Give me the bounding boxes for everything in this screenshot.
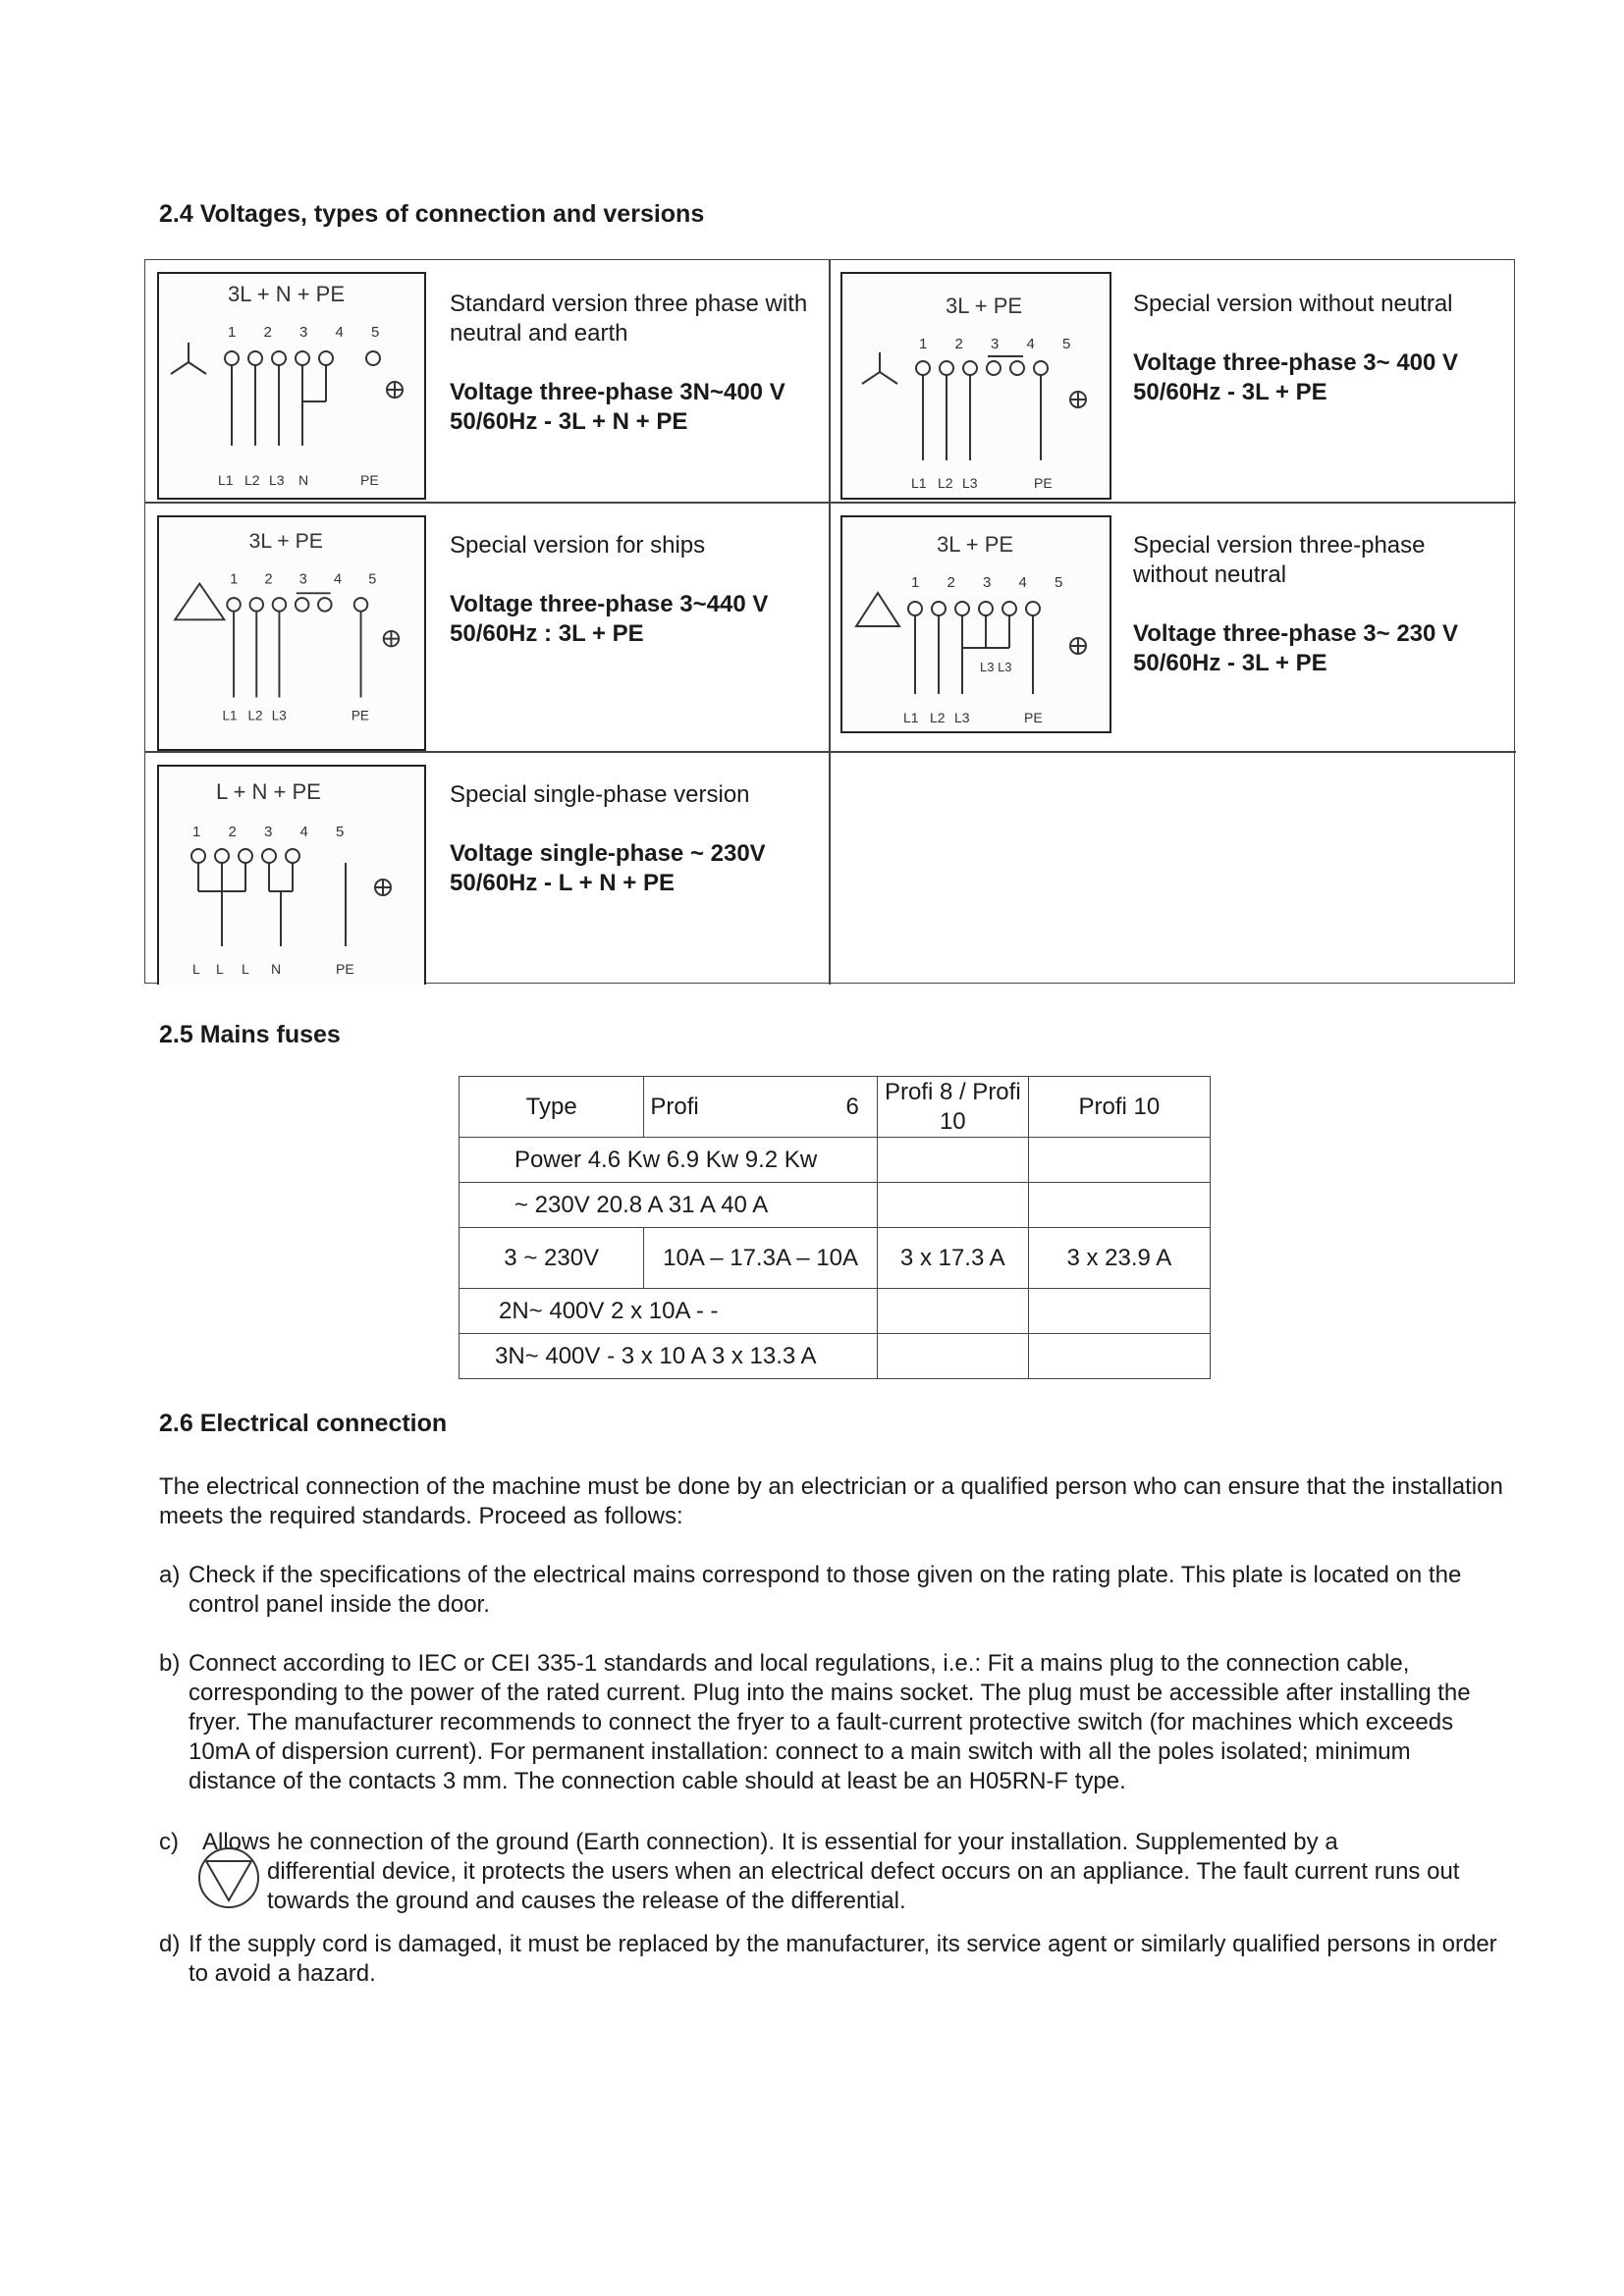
svg-text:3L + N + PE: 3L + N + PE — [228, 282, 346, 306]
svg-text:L2: L2 — [247, 708, 263, 723]
table-cell — [877, 1289, 1028, 1334]
table-cell — [1028, 1289, 1210, 1334]
version-cell — [145, 502, 829, 751]
version-cell — [829, 502, 1516, 751]
svg-text:L: L — [242, 961, 249, 977]
version-title: Standard version three phase with neutral and earth — [450, 291, 808, 347]
svg-text:L2: L2 — [930, 710, 946, 725]
table-cell: 3 x 17.3 A — [877, 1228, 1028, 1289]
list-item-text: differential device, it protects the users when an electrical defect occurs on an appliance. The fault current runs out towards the ground and causes the release of the differential. — [267, 1858, 1460, 1914]
table-row — [460, 1289, 1211, 1334]
svg-text:3L + PE: 3L + PE — [937, 532, 1014, 557]
section-heading-fuses: 2.5 Mains fuses — [159, 1021, 341, 1048]
table-cell: Power 4.6 Kw 6.9 Kw 9.2 Kw — [460, 1138, 878, 1183]
table-cell: 2N~ 400V 2 x 10A - - — [460, 1289, 878, 1334]
ground-triangle-icon — [196, 1845, 261, 1910]
svg-text:L2: L2 — [244, 472, 260, 488]
wiring-diagram — [840, 515, 1111, 733]
wiring-diagram-graphic — [159, 767, 424, 990]
wiring-diagram — [840, 272, 1111, 500]
version-voltage: Voltage three-phase 3~ 230 V 50/60Hz - 3L + PE — [1133, 620, 1459, 676]
list-item — [159, 1930, 1504, 1989]
table-cell: Profi 6 — [644, 1077, 878, 1138]
table-cell: Type — [460, 1077, 644, 1138]
table-cell — [1028, 1138, 1210, 1183]
list-item-text: Check if the specifications of the electrical mains correspond to those given on the rating plate. This plate is located on the control panel inside the door. — [189, 1562, 1462, 1618]
list-item-label: b) — [159, 1650, 181, 1677]
table-cell — [1028, 1334, 1210, 1379]
wiring-diagram — [157, 765, 426, 985]
version-voltage: Voltage single-phase ~ 230V 50/60Hz - L + N + PE — [450, 840, 766, 896]
table-cell: 3 x 23.9 A — [1028, 1228, 1210, 1289]
svg-text:PE: PE — [1034, 475, 1053, 491]
version-title: Special version three-phase without neutral — [1133, 532, 1426, 588]
svg-text:PE: PE — [351, 708, 369, 723]
table-row — [460, 1228, 1211, 1289]
svg-text:L: L — [192, 961, 200, 977]
intro-paragraph: The electrical connection of the machine must be done by an electrician or a qualified person who can ensure that the installation meets the required standards. Proceed as follows: — [159, 1473, 1503, 1529]
version-title: Special version for ships — [450, 532, 706, 559]
svg-text:L1: L1 — [903, 710, 919, 725]
version-title: Special single-phase version — [450, 781, 750, 808]
table-cell — [877, 1183, 1028, 1228]
table-row — [460, 1138, 1211, 1183]
svg-text:PE: PE — [360, 472, 379, 488]
svg-text:1 2 3 4 5: 1 2 3 4 5 — [911, 574, 1075, 591]
version-voltage: Voltage three-phase 3~ 400 V 50/60Hz - 3L + PE — [1133, 349, 1459, 405]
svg-text:N: N — [271, 961, 282, 977]
table-cell: ~ 230V 20.8 A 31 A 40 A — [460, 1183, 878, 1228]
wiring-diagram-graphic — [159, 274, 424, 498]
svg-text:L3: L3 — [269, 472, 285, 488]
table-cell — [877, 1138, 1028, 1183]
svg-text:L3: L3 — [962, 475, 978, 491]
section-heading-voltages: 2.4 Voltages, types of connection and versions — [159, 200, 705, 228]
wiring-diagram-graphic — [842, 274, 1108, 498]
list-item — [159, 1649, 1504, 1796]
wiring-diagram — [157, 515, 426, 751]
svg-text:1 2 3 4 5: 1 2 3 4 5 — [919, 336, 1083, 352]
svg-text:3L + PE: 3L + PE — [248, 528, 323, 553]
svg-text:PE: PE — [1024, 710, 1043, 725]
svg-text:L2: L2 — [938, 475, 953, 491]
version-cell — [145, 751, 829, 985]
list-item-text: Allows he connection of the ground (Earth connection). It is essential for your installation. Supplemented by a — [202, 1829, 1338, 1855]
version-cell — [145, 260, 829, 502]
svg-text:L: L — [216, 961, 224, 977]
svg-text:3L + PE: 3L + PE — [946, 294, 1023, 318]
list-item-text: Connect according to IEC or CEI 335-1 standards and local regulations, i.e.: Fit a mains plug to the connection cable, corresponding to the power of the rated current. Plug into the mains socket. The plug must be accessible after installing the fryer. The manufacturer recommends to connect the fryer to a fault-current protective switch (for machines which exceeds 10mA of dispersion current). For permanent installation: connect to a main switch with all the poles isolated; minimum distance of the contacts 3 mm. The connection cable should at least be an H05RN-F type. — [189, 1650, 1471, 1794]
svg-text:L3 L3: L3 L3 — [980, 660, 1012, 674]
wiring-diagram-graphic — [159, 517, 424, 741]
svg-text:N: N — [298, 472, 309, 488]
version-title: Special version without neutral — [1133, 291, 1453, 317]
list-item-text: If the supply cord is damaged, it must be replaced by the manufacturer, its service agent or similarly qualified persons in order to avoid a hazard. — [189, 1931, 1497, 1987]
list-item-label: c) — [159, 1829, 179, 1855]
table-cell: 10A – 17.3A – 10A — [644, 1228, 878, 1289]
version-voltage: Voltage three-phase 3N~400 V 50/60Hz - 3L + N + PE — [450, 379, 785, 435]
table-row — [460, 1334, 1211, 1379]
version-cell — [829, 260, 1516, 502]
svg-text:L1: L1 — [218, 472, 234, 488]
wiring-diagram — [157, 272, 426, 500]
connection-types-table — [144, 259, 1515, 984]
svg-text:1 2 3 4 5: 1 2 3 4 5 — [230, 571, 388, 588]
svg-text:PE: PE — [336, 961, 354, 977]
svg-text:L + N + PE: L + N + PE — [216, 779, 321, 804]
table-row — [460, 1183, 1211, 1228]
table-cell — [1028, 1183, 1210, 1228]
svg-text:L3: L3 — [954, 710, 970, 725]
table-cell — [877, 1334, 1028, 1379]
svg-text:1 2 3 4 5: 1 2 3 4 5 — [192, 824, 356, 840]
list-item-label: d) — [159, 1931, 181, 1957]
table-row — [460, 1077, 1211, 1138]
svg-text:L1: L1 — [222, 708, 238, 723]
svg-text:1 2 3 4 5: 1 2 3 4 5 — [228, 324, 392, 341]
version-voltage: Voltage three-phase 3~440 V 50/60Hz : 3L + PE — [450, 591, 769, 647]
fuses-table — [459, 1076, 1211, 1379]
wiring-diagram-graphic — [842, 517, 1108, 741]
svg-text:L3: L3 — [271, 708, 287, 723]
table-cell: 3 ~ 230V — [460, 1228, 644, 1289]
svg-text:L1: L1 — [911, 475, 927, 491]
table-cell: Profi 10 — [1028, 1077, 1210, 1138]
table-cell: Profi 8 / Profi 10 — [877, 1077, 1028, 1138]
table-cell: 3N~ 400V - 3 x 10 A 3 x 13.3 A — [460, 1334, 878, 1379]
list-item — [159, 1828, 1504, 1916]
list-item-label: a) — [159, 1562, 181, 1588]
section-heading-connection: 2.6 Electrical connection — [159, 1410, 448, 1437]
list-item — [159, 1561, 1504, 1620]
